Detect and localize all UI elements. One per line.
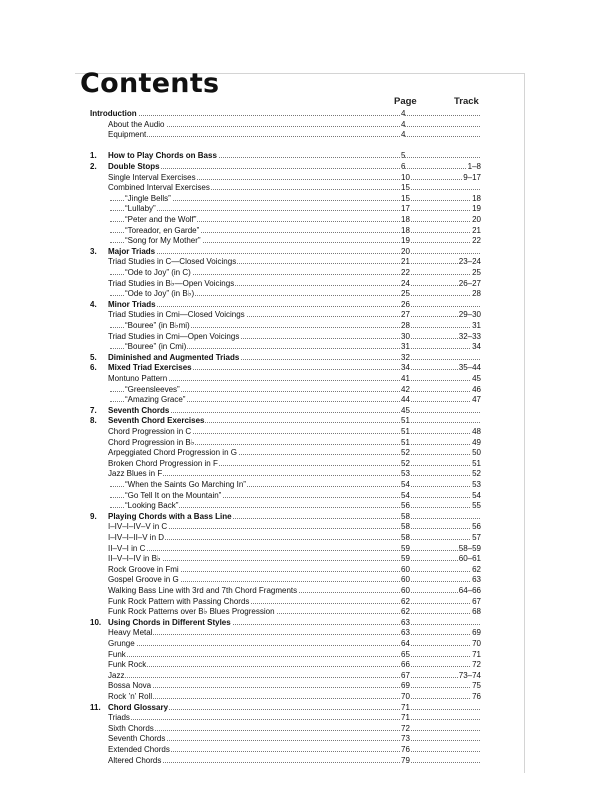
entry-title: Seventh Chords [108, 405, 170, 415]
entry-page-number: 54 [401, 490, 410, 500]
toc-entry [90, 627, 510, 638]
entry-title: Funk Rock [108, 660, 147, 670]
entry-page-number: 24 [401, 278, 410, 288]
track-dot-leader [425, 634, 470, 635]
track-dot-leader [425, 698, 470, 699]
entry-track-number: 64–66 [458, 586, 481, 595]
entry-title: Jazz [108, 670, 125, 680]
toc-entry [90, 500, 510, 511]
entry-page-number: 64 [401, 639, 410, 648]
entry-title: Triad Studies in Cmi—Open Voicings [108, 331, 240, 341]
toc-entry [90, 543, 510, 554]
entry-page-number: 71 [401, 702, 410, 712]
entry-page-number: 52 [401, 448, 410, 458]
toc-entry [90, 150, 510, 161]
toc-entry [90, 649, 510, 660]
entry-title: I–IV–I–II–V in D [108, 533, 165, 542]
entry-title: Single Interval Exercises [108, 172, 196, 182]
entry-page-number: 18 [401, 215, 410, 224]
toc-entry [90, 553, 510, 564]
dot-leader [110, 136, 480, 137]
entry-track-number: 68 [472, 607, 481, 617]
entry-track-number: 21 [472, 225, 481, 235]
entry-track-number: 23–24 [458, 257, 481, 267]
toc-entry [90, 564, 510, 575]
entry-page-number: 4 [401, 119, 406, 129]
entry-page-number: 22 [401, 268, 410, 277]
entry-title: Heavy Metal [108, 628, 153, 638]
toc-entry [90, 193, 510, 204]
entry-page-number: 27 [401, 310, 410, 320]
entry-page-number: 70 [401, 692, 410, 701]
entry-title: Broken Chord Progression in F [108, 458, 218, 468]
track-dot-leader [425, 497, 470, 498]
track-dot-leader [425, 475, 470, 476]
track-dot-leader [425, 221, 470, 222]
toc-entry [90, 161, 510, 172]
entry-number: 11. [90, 702, 101, 712]
entry-title: Funk [108, 649, 126, 659]
toc-entry [90, 225, 510, 236]
track-dot-leader [425, 444, 470, 445]
toc-entry [90, 214, 510, 225]
track-dot-leader [425, 571, 470, 572]
entry-page-number: 63 [401, 628, 410, 638]
entry-page-number: 25 [401, 289, 410, 299]
entry-track-number: 20 [472, 215, 481, 224]
entry-page-number: 21 [401, 257, 410, 267]
track-dot-leader [425, 613, 470, 614]
entry-title: “Ode to Joy” (in B♭) [125, 289, 195, 299]
track-dot-leader [425, 348, 470, 349]
entry-title: “Lullaby” [125, 204, 156, 214]
toc-entry [90, 447, 510, 458]
entry-page-number: 28 [401, 321, 410, 330]
toc-entry [90, 394, 510, 405]
track-dot-leader [425, 581, 470, 582]
entry-page-number: 62 [401, 596, 410, 606]
entry-track-number: 34 [472, 342, 481, 352]
dot-leader [110, 719, 480, 720]
entry-title: Altered Chords [108, 755, 162, 765]
entry-title: About the Audio [108, 119, 165, 129]
entry-title: Sixth Chords [108, 723, 154, 733]
entry-page-number: 15 [401, 193, 410, 203]
toc-entry [90, 585, 510, 596]
toc-entry [90, 172, 510, 183]
entry-page-number: 42 [401, 384, 410, 394]
entry-track-number: 56 [472, 522, 481, 532]
entry-title: Introduction [90, 109, 137, 118]
entry-track-number: 47 [472, 395, 481, 405]
toc-entry [90, 331, 510, 342]
track-dot-leader [425, 295, 470, 296]
track-dot-leader [425, 210, 470, 211]
entry-title: Grunge [108, 639, 135, 648]
entry-title: “Peter and the Wolf” [125, 215, 197, 224]
entry-page-number: 51 [401, 416, 410, 426]
toc-entry [90, 744, 510, 755]
entry-page-number: 73 [401, 734, 410, 744]
toc-entry [90, 373, 510, 384]
entry-track-number: 29–30 [458, 310, 481, 320]
toc-entry [90, 129, 510, 140]
entry-track-number: 28 [472, 289, 481, 299]
toc-entry [90, 246, 510, 257]
track-column-header: Track [454, 96, 479, 107]
entry-title: I–IV–I–IV–V in C [108, 522, 168, 532]
entry-title: Combined Interval Exercises [108, 183, 210, 193]
toc-entry [90, 468, 510, 479]
entry-track-number: 53 [472, 480, 481, 489]
entry-track-number: 48 [472, 427, 481, 436]
toc-entry [90, 119, 510, 130]
toc-entry [90, 309, 510, 320]
entry-title: “When the Saints Go Marching In” [125, 480, 246, 489]
toc-entry [90, 670, 510, 681]
toc-entry [90, 405, 510, 416]
entry-page-number: 58 [401, 533, 410, 542]
entry-track-number: 62 [472, 564, 481, 574]
entry-page-number: 4 [401, 130, 406, 140]
entry-page-number: 51 [401, 437, 410, 447]
toc-entry [90, 256, 510, 267]
entry-page-number: 30 [401, 331, 410, 341]
entry-page-number: 72 [401, 723, 410, 733]
toc-entry [90, 203, 510, 214]
entry-title: Triad Studies in Cmi—Closed Voicings [108, 310, 245, 320]
entry-title: Diminished and Augmented Triads [108, 352, 240, 362]
entry-title: Mixed Triad Exercises [108, 363, 192, 373]
entry-track-number: 70 [472, 639, 481, 648]
entry-number: 8. [90, 416, 97, 426]
track-dot-leader [425, 200, 470, 201]
track-dot-leader [425, 274, 470, 275]
track-dot-leader [425, 242, 470, 243]
entry-title: Rock Groove in Fmi [108, 564, 179, 574]
toc-entry [90, 606, 510, 617]
entry-page-number: 66 [401, 660, 410, 670]
entry-track-number: 25 [472, 268, 481, 277]
entry-title: “Bouree” (in B♭mi) [125, 321, 190, 330]
entry-title: Seventh Chord Exercises [108, 416, 205, 426]
entry-title: Arpeggiated Chord Progression in G [108, 448, 237, 458]
track-dot-leader [425, 454, 470, 455]
page-column-header: Page [394, 96, 417, 107]
toc-entry [90, 617, 510, 628]
entry-title: Rock ’n’ Roll [108, 692, 153, 701]
entry-title: Walking Bass Line with 3rd and 7th Chord Fragments [108, 586, 298, 595]
toc-entry [90, 108, 510, 119]
toc-entry [90, 352, 510, 363]
entry-page-number: 60 [401, 564, 410, 574]
entry-title: Major Triads [108, 246, 156, 256]
track-dot-leader [425, 539, 470, 540]
entry-title: Seventh Chords [108, 734, 166, 744]
entry-page-number: 45 [401, 405, 410, 415]
page-right-rule [524, 73, 525, 773]
toc-entry [90, 182, 510, 193]
toc-entry [90, 490, 510, 501]
entry-number: 2. [90, 162, 97, 171]
entry-page-number: 15 [401, 183, 410, 193]
entry-page-number: 34 [401, 363, 410, 373]
entry-track-number: 46 [472, 384, 481, 394]
track-dot-leader [425, 433, 470, 434]
entry-page-number: 56 [401, 501, 410, 511]
track-dot-leader [425, 603, 470, 604]
entry-title: “Ode to Joy” (in C) [125, 268, 191, 277]
toc-entry [90, 638, 510, 649]
entry-page-number: 54 [401, 480, 410, 489]
entry-title: Bossa Nova [108, 681, 152, 691]
track-dot-leader [425, 401, 470, 402]
entry-track-number: 76 [472, 692, 481, 701]
dot-leader [110, 762, 480, 763]
entry-title: “Toreador, en Garde” [125, 225, 200, 235]
entry-track-number: 58–59 [458, 543, 481, 553]
entry-title: “Amazing Grace” [125, 395, 186, 405]
toc-entry [90, 691, 510, 702]
entry-page-number: 63 [401, 617, 410, 627]
entry-page-number: 6 [401, 162, 406, 171]
entry-title: II–V–I–IV in B♭ [108, 554, 161, 564]
track-dot-leader [425, 528, 470, 529]
entry-title: How to Play Chords on Bass [108, 151, 217, 161]
entry-page-number: 51 [401, 427, 410, 436]
toc-entry [90, 267, 510, 278]
page-title: Contents [80, 68, 220, 99]
dot-leader [110, 115, 480, 116]
track-dot-leader [425, 507, 470, 508]
entry-title: “Song for My Mother” [125, 236, 201, 246]
toc-entry [90, 511, 510, 522]
entry-title: Double Stops [108, 162, 160, 171]
toc-entry [90, 426, 510, 437]
entry-track-number: 51 [472, 458, 481, 468]
track-dot-leader [425, 656, 470, 657]
entry-page-number: 76 [401, 745, 410, 754]
entry-track-number: 57 [472, 533, 481, 542]
entry-title: Funk Rock Patterns over B♭ Blues Progression [108, 607, 275, 617]
entry-track-number: 50 [472, 448, 481, 458]
entry-number: 4. [90, 299, 97, 309]
entry-page-number: 5 [401, 151, 406, 161]
entry-number: 3. [90, 246, 97, 256]
entry-page-number: 17 [401, 204, 410, 214]
track-dot-leader [425, 666, 470, 667]
entry-title: Extended Chords [108, 745, 170, 754]
entry-track-number: 52 [472, 469, 481, 479]
entry-track-number: 71 [472, 649, 481, 659]
dot-leader [110, 126, 480, 127]
track-dot-leader [425, 687, 470, 688]
entry-page-number: 65 [401, 649, 410, 659]
entry-number: 7. [90, 405, 97, 415]
entry-page-number: 52 [401, 458, 410, 468]
entry-title: Funk Rock Pattern with Passing Chords [108, 596, 250, 606]
entry-track-number: 73–74 [458, 670, 481, 680]
toc-entry [90, 235, 510, 246]
toc-entry [90, 521, 510, 532]
entry-track-number: 9–17 [463, 172, 481, 182]
entry-page-number: 71 [401, 713, 410, 723]
track-dot-leader [425, 327, 470, 328]
entry-track-number: 32–33 [458, 331, 481, 341]
toc-entry [90, 574, 510, 585]
entry-title: Minor Triads [108, 299, 156, 309]
entry-page-number: 58 [401, 511, 410, 521]
entry-page-number: 26 [401, 299, 410, 309]
entry-page-number: 19 [401, 236, 410, 246]
entry-title: Triad Studies in C—Closed Voicings [108, 257, 237, 267]
entry-page-number: 58 [401, 522, 410, 532]
toc-entry [90, 659, 510, 670]
entry-track-number: 31 [472, 321, 481, 330]
entry-page-number: 32 [401, 352, 410, 362]
entry-number: 6. [90, 363, 97, 373]
entry-title: Chord Progression in C [108, 427, 192, 436]
entry-track-number: 49 [472, 437, 481, 447]
entry-track-number: 18 [472, 193, 481, 203]
entry-track-number: 63 [472, 575, 481, 585]
entry-title: Triads [108, 713, 130, 723]
entry-title: “Go Tell It on the Mountain” [125, 490, 222, 500]
entry-title: Chord Progression in B♭ [108, 437, 195, 447]
entry-track-number: 35–44 [458, 363, 481, 373]
toc-entry [90, 680, 510, 691]
entry-title: Playing Chords with a Bass Line [108, 511, 232, 521]
entry-title: “Greensleeves” [125, 384, 180, 394]
entry-title: Triad Studies in B♭—Open Voicings [108, 278, 235, 288]
entry-track-number: 19 [472, 204, 481, 214]
entry-page-number: 20 [401, 246, 410, 256]
entry-number: 9. [90, 511, 97, 521]
entry-page-number: 44 [401, 395, 410, 405]
toc-entry [90, 532, 510, 543]
entry-page-number: 60 [401, 586, 410, 595]
entry-track-number: 55 [472, 501, 481, 511]
entry-page-number: 4 [401, 109, 406, 118]
entry-page-number: 62 [401, 607, 410, 617]
track-dot-leader [425, 380, 470, 381]
toc-entry [90, 733, 510, 744]
entry-title: “Bouree” (in Cmi) [125, 342, 187, 352]
toc-entry [90, 755, 510, 766]
toc-entry [90, 299, 510, 310]
toc-entry [90, 723, 510, 734]
toc-entry [90, 320, 510, 331]
entry-title: Equipment [108, 130, 147, 140]
entry-page-number: 67 [401, 670, 410, 680]
track-dot-leader [425, 465, 470, 466]
entry-track-number: 54 [472, 490, 481, 500]
dot-leader [110, 306, 480, 307]
entry-track-number: 72 [472, 660, 481, 670]
entry-title: “Jingle Bells” [125, 193, 171, 203]
entry-track-number: 45 [472, 374, 481, 383]
entry-track-number: 67 [472, 596, 481, 606]
toc-entry [90, 288, 510, 299]
toc-entry [90, 384, 510, 395]
toc-entry [90, 458, 510, 469]
entry-track-number: 69 [472, 628, 481, 638]
toc-entry [90, 479, 510, 490]
entry-number: 5. [90, 352, 97, 362]
entry-title: Using Chords in Different Styles [108, 617, 231, 627]
entry-page-number: 41 [401, 374, 410, 383]
toc-entry [90, 437, 510, 448]
track-dot-leader [425, 168, 470, 169]
entry-track-number: 26–27 [458, 278, 481, 288]
toc-entry [90, 702, 510, 713]
entry-title: Chord Glossary [108, 702, 169, 712]
track-dot-leader [425, 232, 470, 233]
entry-track-number: 75 [472, 681, 481, 691]
entry-page-number: 59 [401, 554, 410, 564]
dot-leader [110, 730, 480, 731]
entry-track-number: 60–61 [458, 554, 481, 564]
toc-entry [90, 278, 510, 289]
entry-page-number: 10 [401, 172, 410, 182]
entry-title: Jazz Blues in F [108, 469, 163, 479]
entry-page-number: 18 [401, 225, 410, 235]
track-dot-leader [425, 645, 470, 646]
entry-page-number: 60 [401, 575, 410, 585]
entry-title: “Looking Back” [125, 501, 179, 511]
dot-leader [110, 253, 480, 254]
entry-page-number: 53 [401, 469, 410, 479]
entry-page-number: 79 [401, 755, 410, 765]
toc-entry [90, 712, 510, 723]
entry-track-number: 1–8 [467, 162, 481, 171]
entry-number: 1. [90, 151, 97, 161]
entry-title: Montuno Pattern [108, 374, 168, 383]
track-dot-leader [425, 391, 470, 392]
track-dot-leader [425, 486, 470, 487]
entry-page-number: 59 [401, 543, 410, 553]
toc-entry [90, 596, 510, 607]
entry-page-number: 69 [401, 681, 410, 691]
entry-title: II–V–I in C [108, 543, 146, 553]
toc-entry [90, 362, 510, 373]
toc-entry [90, 415, 510, 426]
entry-title: Gospel Groove in G [108, 575, 179, 585]
entry-track-number: 22 [472, 236, 481, 246]
entry-page-number: 31 [401, 342, 410, 352]
entry-number: 10. [90, 617, 102, 627]
toc-entry [90, 341, 510, 352]
